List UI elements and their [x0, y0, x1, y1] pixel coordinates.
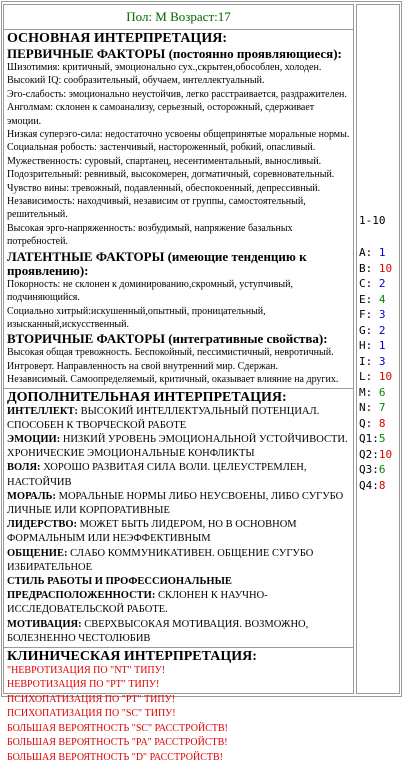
scale-factor-value: 4: [372, 292, 386, 306]
scale-factor-name: H:: [359, 339, 373, 352]
latent-factor-line: Социально хитрый:искушенный,опытный, проницательный, изысканный,искусственный.: [7, 305, 266, 330]
secondary-factor-line: Интроверт. Направленность на свой внутренний мир. Сдержан.: [7, 360, 279, 372]
scale-row: [359, 323, 392, 339]
additional-item-label: ЛИДЕРСТВО:: [7, 519, 78, 531]
secondary-factor-line: Независимый. Самоопределяемый, критичный, оказывает влияние на других.: [7, 374, 339, 386]
additional-item-label: МОРАЛЬ:: [7, 490, 56, 502]
clinical-section: [4, 650, 353, 765]
clinical-line: БОЛЬШАЯ ВЕРОЯТНОСТЬ "PA" РАССТРОЙСТВ!: [7, 737, 228, 749]
additional-item: [7, 547, 350, 575]
scale-factor-value: 7: [372, 401, 386, 414]
scale-factor-value: 10: [372, 261, 393, 275]
primary-factor-line: Эго-слабость: эмоционально неустойчив, легко расстраивается, раздражителен.: [7, 88, 347, 100]
divider: [4, 29, 353, 30]
scale-factor-name: Q2:: [359, 447, 379, 461]
scale-factor-name: E:: [359, 292, 373, 306]
scale-row: [359, 276, 392, 292]
scale-row: [359, 338, 392, 354]
scale-factor-value: 5: [378, 432, 386, 445]
scale-list: [359, 245, 392, 493]
secondary-title: ВТОРИЧНЫЕ ФАКТОРЫ (интегративные свойства):: [7, 331, 328, 347]
additional-item-text: ХОРОШО РАЗВИТАЯ СИЛА ВОЛИ. ЦЕЛЕУСТРЕМЛЕН, НАСТОЙЧИВ: [7, 462, 307, 488]
scale-factor-name: Q3:: [359, 463, 379, 476]
additional-title: ДОПОЛНИТЕЛЬНАЯ ИНТЕРПРЕТАЦИЯ:: [7, 389, 287, 405]
scale-row: [359, 307, 392, 323]
primary-factor-line: Шизотимия: критичный, эмоционально сух.,скрытен,обособлен, холоден.: [7, 62, 322, 73]
scale-factor-value: 2: [372, 323, 386, 337]
scale-row: [359, 354, 392, 370]
primary-factor-line: Подозрительный: ревнивый, высокомерен, догматичный, соревновательный.: [7, 169, 335, 181]
scale-factor-value: 8: [378, 478, 386, 492]
additional-item-label: СТИЛЬ РАБОТЫ И ПРОФЕССИОНАЛЬНЫЕ ПРЕДРАСПОЛОЖЕННОСТИ:: [7, 575, 232, 602]
additional-item-label: ВОЛЯ:: [7, 462, 41, 474]
scale-factor-value: 3: [372, 308, 386, 321]
scale-row: [359, 447, 392, 463]
primary-factor-line: Социальная робость: застенчивый, настороженный, робкий, опасливый.: [7, 142, 316, 154]
clinical-line: "НЕВРОТИЗАЦИЯ ПО "NT" ТИПУ!: [7, 664, 166, 676]
clinical-list: [7, 664, 350, 765]
additional-section: [4, 391, 353, 646]
scale-factor-value: 10: [378, 447, 393, 461]
additional-item-text: СВЕРХВЫСОКАЯ МОТИВАЦИЯ. ВОЗМОЖНО, БОЛЕЗНЕННО ЧЕСТОЛЮБИВ: [7, 618, 309, 644]
scale-row: [359, 416, 392, 432]
scale-factor-name: F:: [359, 308, 373, 321]
additional-item: [7, 461, 350, 489]
scale-factor-value: 3: [372, 354, 386, 368]
scale-factor-value: 10: [372, 370, 393, 383]
additional-item-text: МОРАЛЬНЫЕ НОРМЫ ЛИБО НЕУСВОЕНЫ, ЛИБО СУГУБО ЛИЧНЫЕ ИЛИ КОРПОРАТИВНЫЕ: [7, 490, 344, 516]
scale-factor-value: 1: [372, 246, 386, 259]
secondary-list: [7, 346, 350, 386]
scale-row: [359, 292, 392, 308]
primary-list: [7, 61, 350, 249]
scale-factor-name: C:: [359, 277, 373, 290]
scale-row: [359, 385, 392, 401]
clinical-line: ПСИХОПАТИЗАЦИЯ ПО "SC" ТИПУ!: [7, 708, 176, 720]
scale-factor-value: 1: [372, 339, 386, 352]
additional-item: [7, 405, 350, 433]
secondary-factor-line: Высокая общая тревожность. Беспокойный, пессимистичный, невротичный.: [7, 347, 334, 359]
scale-factor-name: L:: [359, 370, 373, 383]
clinical-title: КЛИНИЧЕСКАЯ ИНТЕРПРЕТАЦИЯ:: [7, 648, 257, 664]
primary-factor-line: Мужественность: суровый, спартанец, несентиментальный, выносливый.: [7, 155, 322, 167]
scale-row: [359, 431, 392, 447]
additional-item-text: СКЛОНЕН К НАУЧНО-ИССЛЕДОВАТЕЛЬСКОЙ РАБОТЕ.: [7, 590, 268, 616]
basic-section: [4, 32, 353, 387]
divider: [4, 388, 353, 389]
additional-item: [7, 518, 350, 546]
additional-item: [7, 618, 350, 646]
scale-factor-name: M:: [359, 385, 373, 399]
scale-factor-name: Q1:: [359, 432, 379, 445]
scale-row: [359, 369, 392, 385]
scale-factor-name: N:: [359, 401, 373, 414]
primary-title: ПЕРВИЧНЫЕ ФАКТОРЫ (постоянно проявляющиеся):: [7, 46, 342, 61]
scale-factor-name: I:: [359, 354, 373, 368]
additional-item: [7, 490, 350, 518]
primary-factor-line: Высокая эрго-напряженность: возбудимый, напряжение базальных потребностей.: [7, 222, 293, 248]
scale-factor-name: A:: [359, 246, 373, 259]
primary-factor-line: Чувство вины: тревожный, подавленный, обеспокоенный, депрессивный.: [7, 182, 321, 194]
scale-row: [359, 261, 392, 277]
primary-factor-line: Низкая суперэго-сила: недостаточно усвоены общепринятые моральные нормы.: [7, 129, 350, 141]
additional-item: [7, 575, 350, 618]
scale-factor-value: 6: [372, 385, 386, 399]
clinical-line: НЕВРОТИЗАЦИЯ ПО "PT" ТИПУ!: [7, 679, 160, 691]
additional-item-label: ИНТЕЛЛЕКТ:: [7, 405, 78, 417]
primary-factor-line: Высокий IQ: сообразительный, обучаем, интеллектуальный.: [7, 75, 265, 87]
scale-factor-name: Q:: [359, 416, 373, 430]
latent-title: ЛАТЕНТНЫЕ ФАКТОРЫ (имеющие тенденцию к проявлению):: [7, 248, 307, 278]
additional-item-text: ВЫСОКИЙ ИНТЕЛЛЕКТУАЛЬНЫЙ ПОТЕНЦИАЛ. СПОСОБЕН К ТВОРЧЕСКОЙ РАБОТЕ: [7, 405, 320, 431]
scale-factor-name: G:: [359, 323, 373, 337]
latent-list: [7, 278, 350, 332]
scale-panel: [356, 4, 400, 694]
scale-factor-value: 2: [372, 277, 386, 290]
additional-item-label: МОТИВАЦИЯ:: [7, 618, 82, 630]
scale-row: [359, 462, 392, 478]
scale-range: 1-10: [359, 214, 386, 227]
clinical-line: БОЛЬШАЯ ВЕРОЯТНОСТЬ "D" РАССТРОЙСТВ!: [7, 751, 223, 763]
primary-factor-line: Анголмам: склонен к самоанализу, серьезный, осторожный, сдерживает эмоции.: [7, 102, 315, 127]
clinical-line: БОЛЬШАЯ ВЕРОЯТНОСТЬ "SC" РАССТРОЙСТВ!: [7, 722, 228, 734]
latent-factor-line: Покорность: не склонен к доминированию,скромный, уступчивый, подчиняющийся.: [7, 278, 293, 304]
scale-row: [359, 400, 392, 416]
additional-item-text: СЛАБО КОММУНИКАТИВЕН. ОБЩЕНИЕ СУГУБО ИЗБИРАТЕЛЬНОЕ: [7, 547, 314, 573]
additional-item-text: МОЖЕТ БЫТЬ ЛИДЕРОМ, НО В ОСНОВНОМ ФОРМАЛЬНЫМ ИЛИ НЕЭФФЕКТИВНЫМ: [7, 519, 297, 545]
gender-age-header: Пол: М Возраст:17: [126, 9, 231, 24]
clinical-line: ПСИХОПАТИЗАЦИЯ ПО "PT" ТИПУ!: [7, 693, 176, 705]
scale-row: [359, 245, 392, 261]
primary-factor-line: Независимость: находчивый, независим от группы, самостоятельный, решительный.: [7, 196, 306, 221]
scale-factor-name: Q4:: [359, 478, 379, 492]
scale-row: [359, 478, 392, 494]
additional-item-text: НИЗКИЙ УРОВЕНЬ ЭМОЦИОНАЛЬНОЙ УСТОЙЧИВОСТИ. ХРОНИЧЕСКИЕ ЭМОЦИОНАЛЬНЫЕ КОНФЛИКТЫ: [7, 433, 348, 460]
interpretation-panel: [3, 4, 354, 763]
additional-item-label: ОБЩЕНИЕ:: [7, 547, 68, 559]
scale-factor-name: B:: [359, 261, 373, 275]
additional-list: [7, 405, 350, 646]
additional-item: [7, 433, 350, 461]
scale-factor-value: 6: [378, 463, 386, 476]
additional-item-label: ЭМОЦИИ:: [7, 433, 61, 445]
scale-factor-value: 8: [372, 416, 386, 430]
basic-title: ОСНОВНАЯ ИНТЕРПРЕТАЦИЯ:: [7, 31, 227, 46]
divider: [4, 647, 353, 648]
